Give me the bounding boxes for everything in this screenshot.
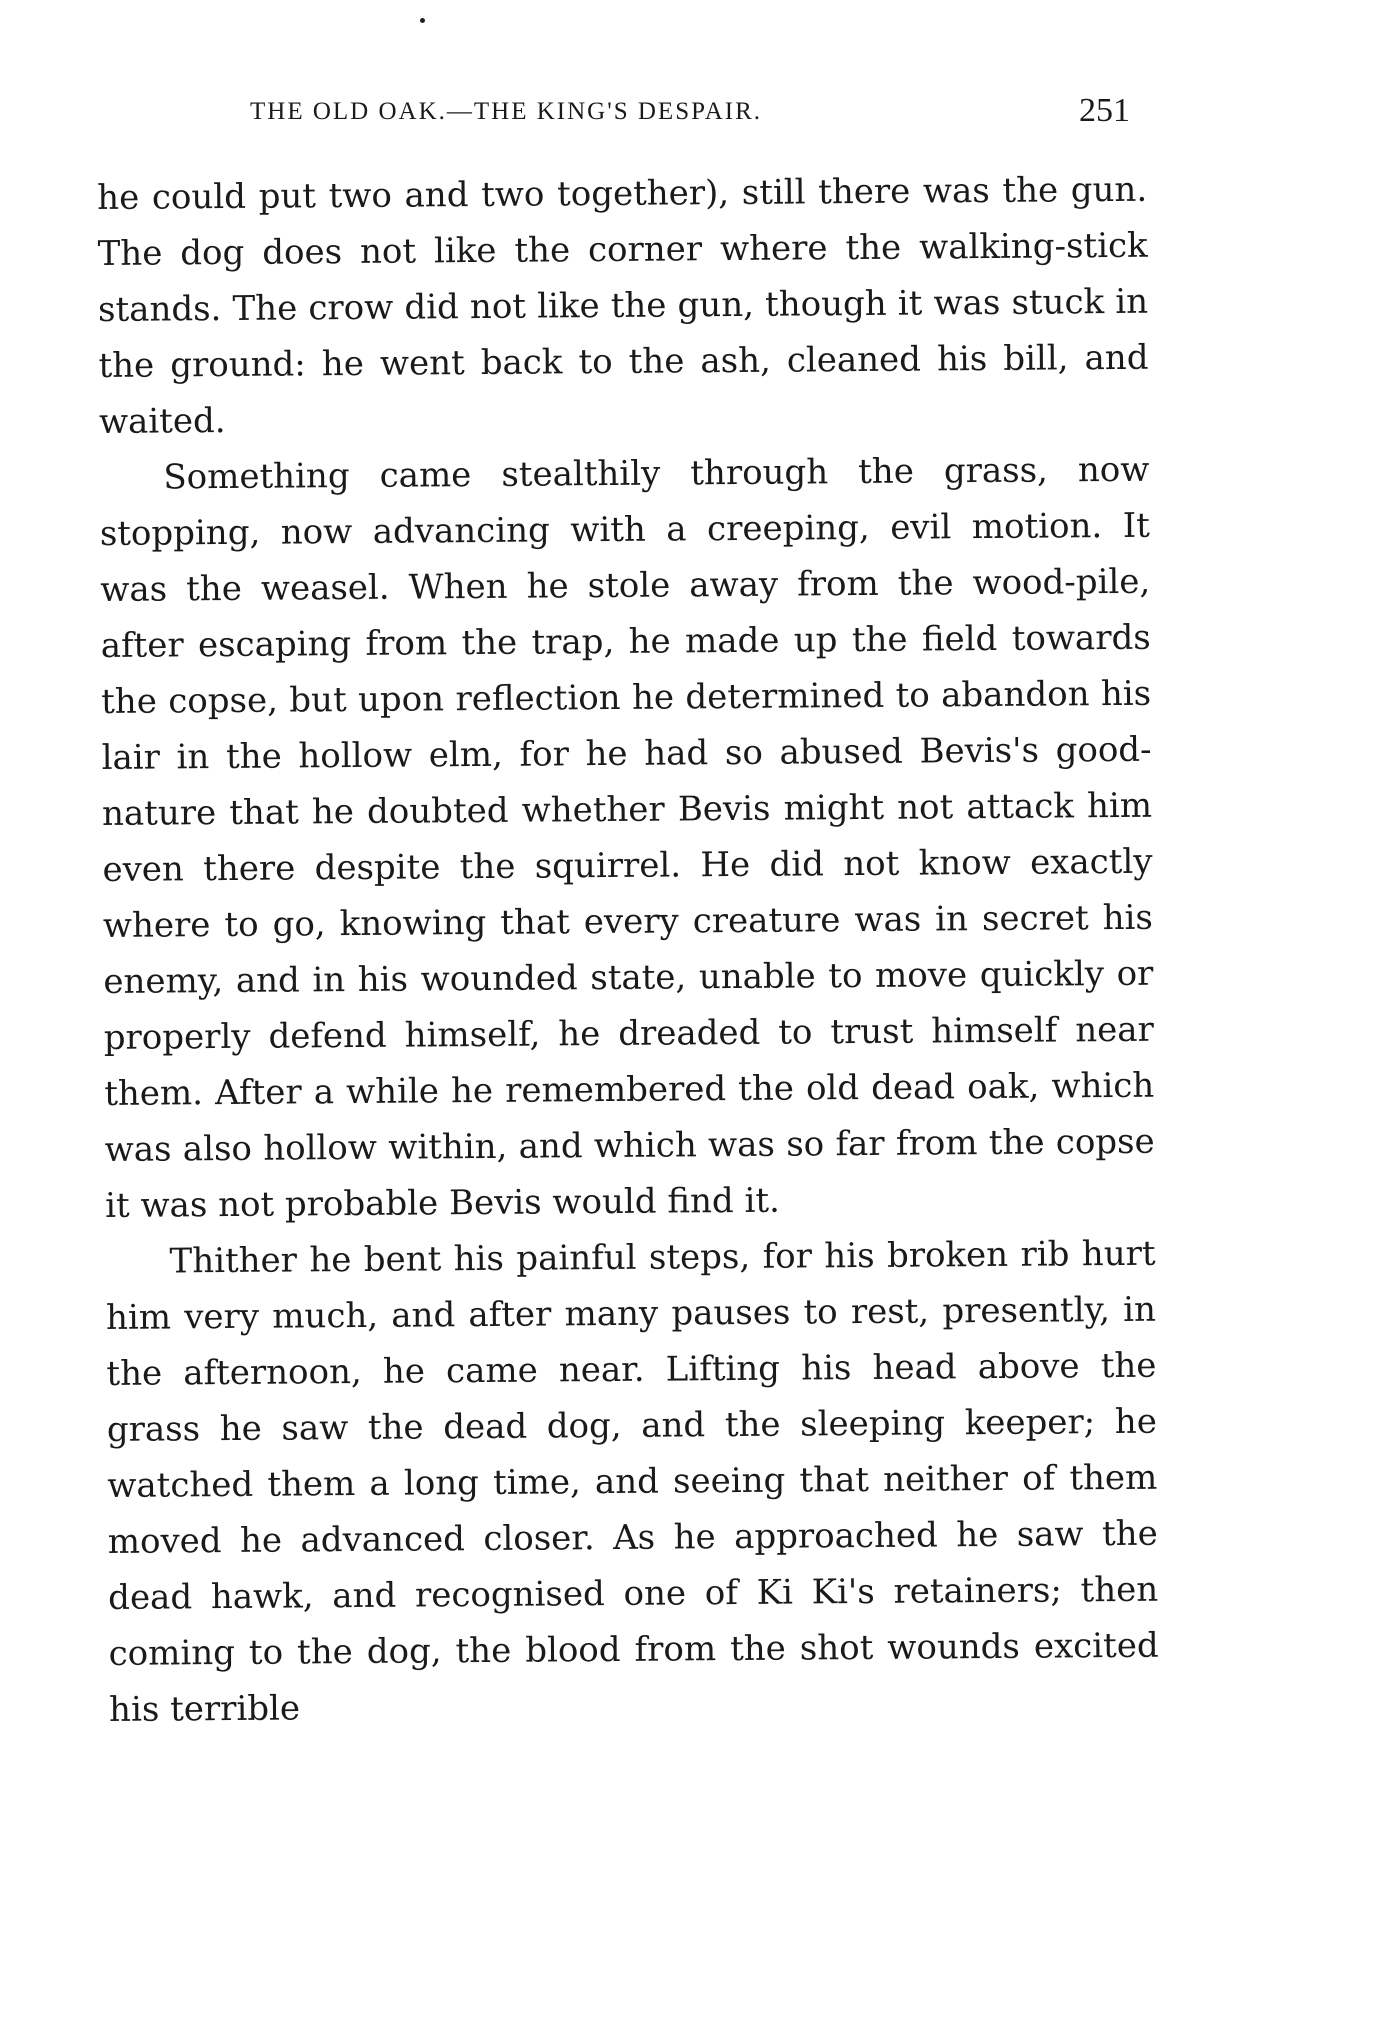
running-head: THE OLD OAK.—THE KING'S DESPAIR. bbox=[250, 98, 763, 125]
paragraph-thither: Thither he bent his painful steps, for his broken rib hurt him very much, and after many pauses to rest, presently, in the afternoon, he came near. Lifting his head above the grass he saw the dead dog, and the sleeping keeper; he watched them a long time, and seeing that neither of them moved he advanced closer. As he approached he saw the dead hawk, and recognised one of Ki Ki's retainers; then coming to the dog, the blood from the shot wounds excited his terrible bbox=[105, 1233, 1159, 1730]
ink-speck bbox=[420, 18, 425, 23]
page-header bbox=[250, 92, 1130, 132]
paragraph-weasel: Something came stealthily through the grass, now stopping, now advancing with a creeping, evil motion. It was the weasel. When he stole away from the wood-pile, after escaping from the trap, he made up the field towards the copse, but upon reflection he determined to abandon his lair in the hollow elm, for he had so abused Bevis's good-nature that he doubted whether Bevis might not attack him even there despite the squirrel. He did not know exactly where to go, knowing that every creature was in secret his enemy, and in his wounded state, unable to move quickly or properly defend himself, he dreaded to trust himself near them. After a while he remembered the old dead oak, which was also hollow within, and which was so far from the copse it was not probable Bevis would find it. bbox=[99, 449, 1155, 1226]
page-number: 251 bbox=[1079, 92, 1130, 129]
paragraph-continuation: he could put two and two together), still there was the gun. The dog does not like the corner where the walking-stick stands. The crow did not like the gun, though it was stuck in the ground: he went back to the ash, cleaned his bill, and waited. bbox=[97, 169, 1149, 442]
body-text bbox=[97, 162, 1159, 1738]
